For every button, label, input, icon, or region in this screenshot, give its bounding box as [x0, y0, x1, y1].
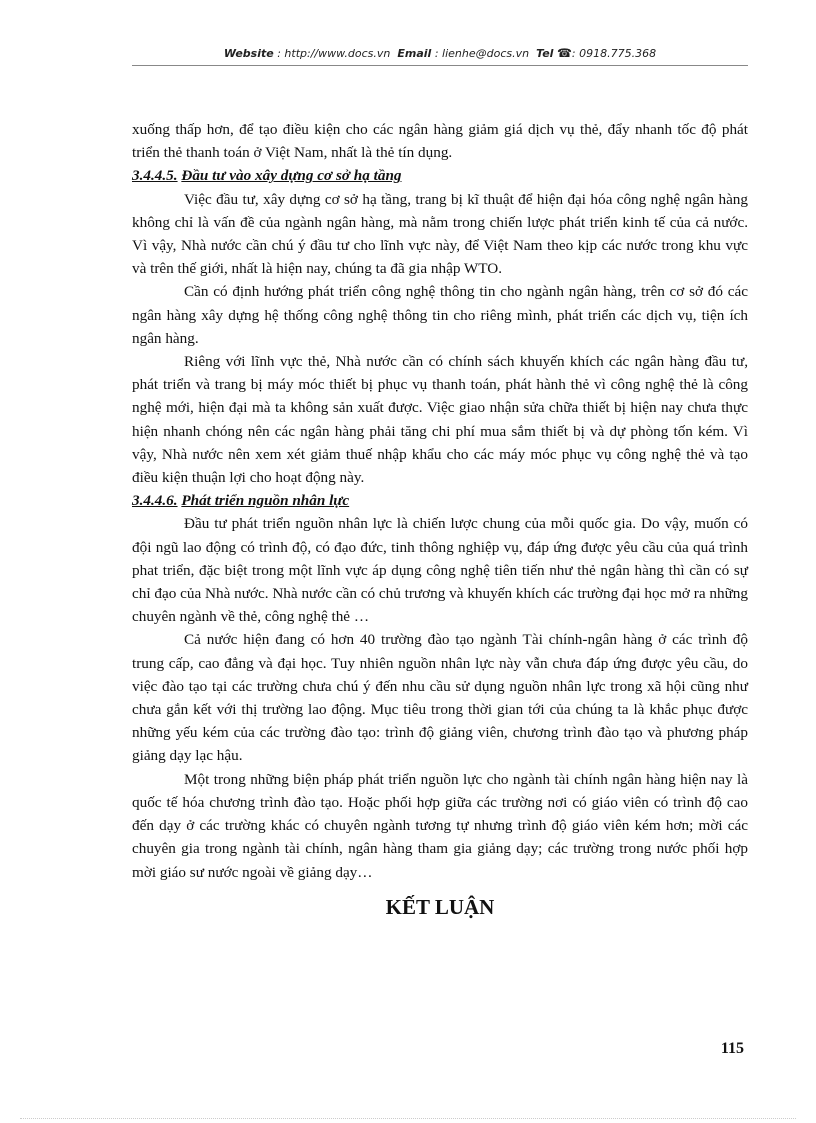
paragraph: Cần có định hướng phát triển công nghệ thông tin cho ngành ngân hàng, trên cơ sở đó các ngân hàng xây dựng hệ thống công nghệ thông tin cho riêng mình, phát triển các dịch vụ, tiện ích ngân hàng.	[132, 283, 748, 347]
document-body	[132, 118, 748, 922]
tel-text: : 0918.775.368	[571, 47, 657, 60]
section-heading-3-4-4-6	[132, 489, 748, 512]
section-number: 3.4.4.5.	[132, 167, 178, 185]
paragraph: Việc đầu tư, xây dựng cơ sở hạ tầng, trang bị kĩ thuật để hiện đại hóa công nghệ ngân hàng không chỉ là vấn đề của ngành ngân hàng, mà nằm trong chiến lược phát triển kinh tế của cả nước. Vì vậy, Nhà nước cần chú ý đầu tư cho lĩnh vực này, để Việt Nam theo kịp các nước trong khu vực và trên thế giới, nhất là hiện nay, chúng ta đã gia nhập WTO.	[132, 190, 748, 278]
section-number: 3.4.4.6.	[132, 492, 178, 510]
footer-divider	[20, 1118, 796, 1119]
paragraph: Riêng với lĩnh vực thẻ, Nhà nước cần có chính sách khuyến khích các ngân hàng đầu tư, phát triển và trang bị máy móc thiết bị phục vụ thanh toán, phát hành thẻ vì công nghệ thẻ là công nghệ mới, hiện đại mà ta không sản xuất được. Việc giao nhận sửa chữa thiết bị hiện nay chưa thực hiện nhanh chóng nên các ngân hàng phải tăng chi phí mua sắm thiết bị và dự phòng tốn kém. Vì vậy, Nhà nước nên xem xét giảm thuế nhập khẩu cho các máy móc phục vụ công nghệ thẻ và tạo điều kiện thuận lợi cho hoạt động này.	[132, 353, 748, 487]
section-heading-3-4-4-5	[132, 164, 748, 187]
email-label: Email	[397, 47, 432, 60]
email-text: : lienhe@docs.vn	[434, 47, 530, 60]
website-text: : http://www.docs.vn	[277, 47, 391, 60]
phone-icon: ☎	[556, 46, 572, 60]
page-number: 115	[720, 1040, 744, 1057]
page-header	[132, 46, 748, 60]
paragraph: Cả nước hiện đang có hơn 40 trường đào tạo ngành Tài chính-ngân hàng ở các trình độ trung cấp, cao đẳng và đại học. Tuy nhiên nguồn nhân lực này vẫn chưa đáp ứng được yêu cầu, do việc đào tạo tại các trường chưa chú ý đến nhu cầu sử dụng nguồn nhân lực trong xã hội cũng như chưa gắn kết với thị trường lao động. Mục tiêu trong thời gian tới của chúng ta là khắc phục được những yếu kém của các trường đào tạo: trình độ giảng viên, chương trình đào tạo và phương pháp giảng dạy lạc hậu.	[132, 631, 748, 765]
paragraph-continued: xuống thấp hơn, để tạo điều kiện cho các ngân hàng giảm giá dịch vụ thẻ, đẩy nhanh tốc độ phát triển thẻ thanh toán ở Việt Nam, nhất là thẻ tín dụng.	[132, 121, 748, 162]
paragraph: Đầu tư phát triển nguồn nhân lực là chiến lược chung của mỗi quốc gia. Do vậy, muốn có đội ngũ lao động có trình độ, có đạo đức, tinh thông nghiệp vụ, đáp ứng được yêu cầu của quá trình phat triển, đặc biệt trong một lĩnh vực áp dụng công nghệ tiên tiến như thẻ ngân hàng thì cần có sự chỉ đạo của Nhà nước. Nhà nước cần có chủ trương và khuyến khích các trường đại học mở ra những chuyên ngành về thẻ, công nghệ thẻ …	[132, 515, 748, 626]
website-label: Website	[223, 47, 274, 60]
section-title: Phát triển nguồn nhân lực	[181, 492, 350, 510]
section-title: Đầu tư vào xây dựng cơ sở hạ tầng	[181, 167, 402, 185]
conclusion-heading: KẾT LUẬN	[385, 894, 495, 919]
tel-label: Tel	[536, 47, 554, 60]
paragraph: Một trong những biện pháp phát triển nguồn lực cho ngành tài chính ngân hàng hiện nay là quốc tế hóa chương trình đào tạo. Hoặc phối hợp giữa các trường nơi có giáo viên có trình độ cao đến dạy ở các trường khác có chuyên ngành tương tự nhưng trình độ giáo viên kém hơn; mời các chuyên gia trong ngành tài chính, ngân hàng tham gia giảng dạy; các trường trong nước phối hợp mời giáo sư nước ngoài về giảng dạy…	[132, 770, 748, 881]
header-divider	[132, 65, 748, 66]
